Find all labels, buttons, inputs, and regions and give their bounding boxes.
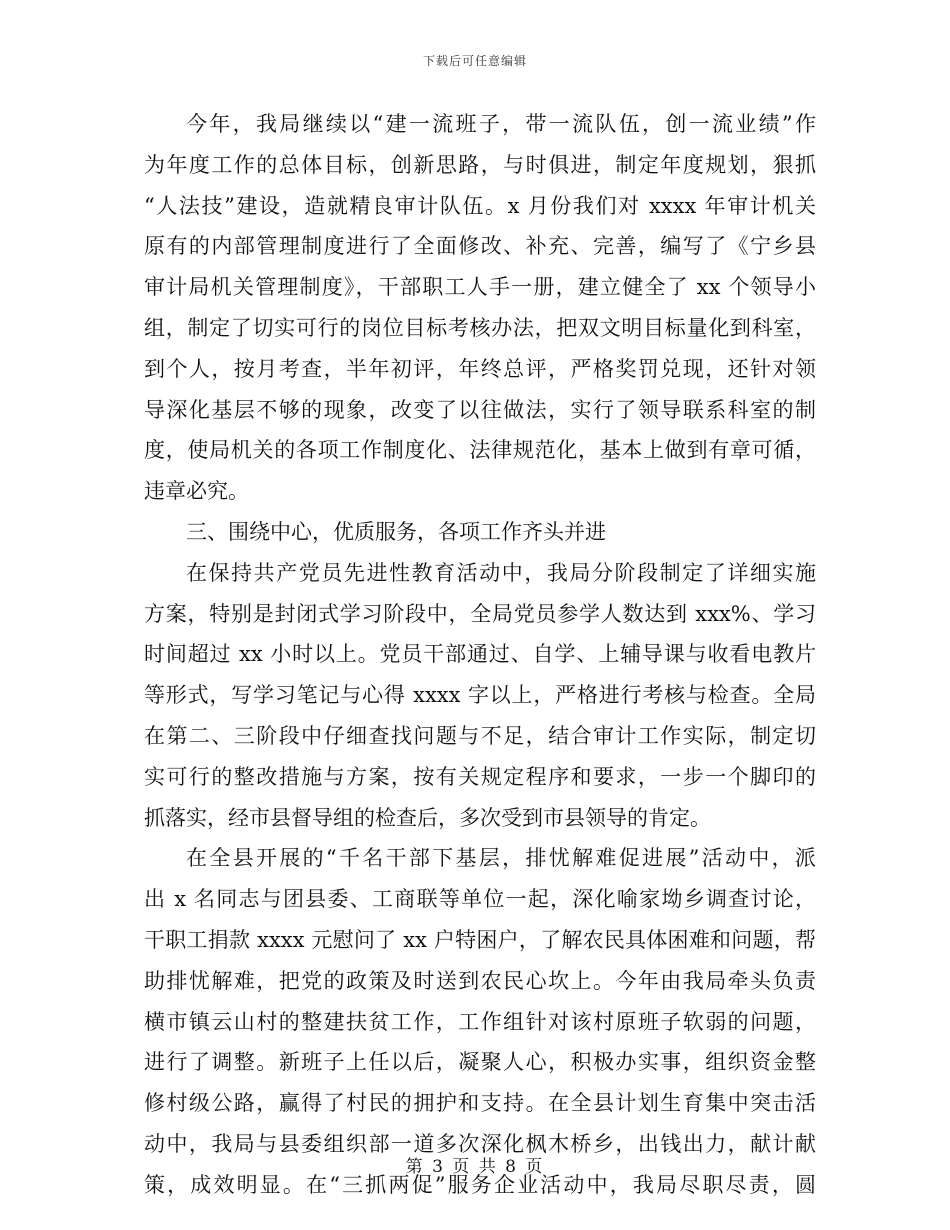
paragraph-line: 动中，我局与县委组织部一道多次深化枫木桥乡，出钱出力，献计献	[144, 1131, 816, 1156]
paragraph-line: 在保持共产党员先进性教育活动中，我局分阶段制定了详细实施	[186, 560, 816, 585]
paragraph-line: 等形式，写学习笔记与心得 xxxx 字以上，严格进行考核与检查。全局	[144, 683, 816, 708]
paragraph-line: 为年度工作的总体目标，创新思路，与时俱进，制定年度规划，狠抓	[144, 152, 816, 177]
page-number: 第 3 页 共 8 页	[405, 1157, 545, 1177]
paragraph-line: 进行了调整。新班子上任以后，凝聚人心，积极办实事，组织资金整	[144, 1050, 816, 1075]
paragraph-line: 今年，我局继续以“建一流班子，带一流队伍，创一流业绩”作	[186, 112, 816, 136]
paragraph-line: 干职工捐款 xxxx 元慰问了 xx 户特困户，了解农民具体困难和问题，帮	[144, 927, 816, 952]
header-note: 下载后可任意编辑	[422, 54, 527, 68]
paragraph-line: 度，使局机关的各项工作制度化、法律规范化，基本上做到有章可循，	[144, 438, 816, 463]
paragraph-line: 组，制定了切实可行的岗位目标考核办法，把双文明目标量化到科室，	[144, 315, 816, 340]
paragraph-line: 横市镇云山村的整建扶贫工作，工作组针对该村原班子软弱的问题，	[144, 1009, 816, 1034]
paragraph-line: 审计局机关管理制度》，干部职工人手一册，建立健全了 xx 个领导小	[144, 275, 816, 300]
paragraph-line: 导深化基层不够的现象，改变了以往做法，实行了领导联系科室的制	[144, 397, 816, 422]
paragraph-line: 到个人，按月考查，半年初评，年终总评，严格奖罚兑现，还针对领	[144, 356, 816, 381]
paragraph-line: 时间超过 xx 小时以上。党员干部通过、自学、上辅导课与收看电教片	[144, 642, 816, 667]
section-heading: 三、围绕中心，优质服务，各项工作齐头并进	[186, 519, 606, 544]
paragraph-line: 抓落实，经市县督导组的检查后，多次受到市县领导的肯定。	[144, 805, 711, 830]
paragraph-line: 修村级公路，赢得了村民的拥护和支持。在全县计划生育集中突击活	[144, 1091, 816, 1116]
body-text	[144, 104, 816, 1206]
paragraph-line: “人法技”建设，造就精良审计队伍。x 月份我们对 xxxx 年审计机关	[144, 193, 816, 218]
paragraph-line: 违章必究。	[144, 479, 249, 504]
paragraph-line: 助排忧解难，把党的政策及时送到农民心坎上。今年由我局牵头负责	[144, 968, 816, 993]
paragraph-line: 在第二、三阶段中仔细查找问题与不足，结合审计工作实际，制定切	[144, 723, 816, 748]
paragraph-line: 方案，特别是封闭式学习阶段中，全局党员参学人数达到 xxx%、学习	[144, 601, 816, 626]
paragraph-line: 策，成效明显。在“三抓两促”服务企业活动中，我局尽职尽责，圆	[144, 1172, 816, 1197]
paragraph-line: 在全县开展的“千名干部下基层，排忧解难促进展”活动中，派	[186, 846, 816, 871]
paragraph-line: 实可行的整改措施与方案，按有关规定程序和要求，一步一个脚印的	[144, 764, 816, 789]
paragraph-line: 出 x 名同志与团县委、工商联等单位一起，深化喻家坳乡调查讨论，	[144, 887, 816, 912]
paragraph-line: 原有的内部管理制度进行了全面修改、补充、完善，编写了《宁乡县	[144, 234, 816, 259]
